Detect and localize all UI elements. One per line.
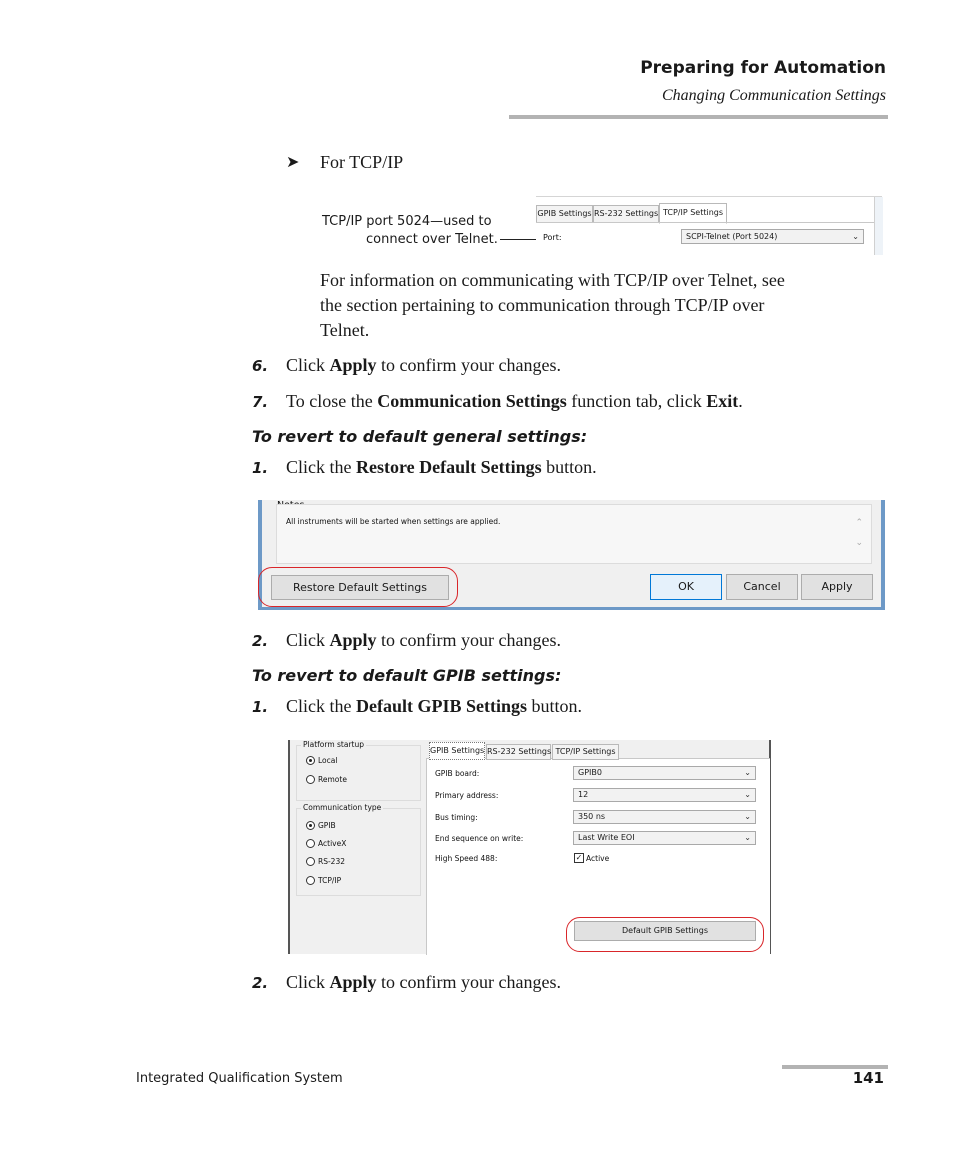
chevron-down-icon: ⌄ [852, 232, 859, 241]
radio-local-label: Local [318, 756, 338, 765]
tcp-panel [536, 196, 882, 255]
port-label: Port: [543, 233, 562, 242]
notes-box [276, 504, 872, 564]
bus-timing-value: 350 ns [578, 812, 606, 821]
info-line-2: the section pertaining to communication through TCP/IP over [320, 295, 765, 315]
communication-type-group [296, 808, 421, 896]
gpib-board-dropdown[interactable] [573, 766, 756, 780]
default-gpib-settings-button[interactable]: Default GPIB Settings [574, 921, 756, 941]
scroll-up-icon[interactable]: ⌃ [855, 517, 863, 527]
tab-gpib-settings[interactable]: GPIB Settings [429, 742, 485, 760]
tab-rs232-settings[interactable]: RS-232 Settings [593, 205, 659, 223]
radio-remote-label: Remote [318, 775, 347, 784]
header-rule [509, 115, 888, 119]
radio-activex-label: ActiveX [318, 839, 347, 848]
field-label-primary-address: Primary address: [435, 791, 499, 800]
primary-address-dropdown[interactable] [573, 788, 756, 802]
general-settings-figure [258, 500, 885, 610]
ok-button[interactable]: OK [650, 574, 722, 600]
field-label-bus-timing: Bus timing: [435, 813, 478, 822]
primary-address-value: 12 [578, 790, 589, 799]
general-step-2-number: 2. [252, 632, 269, 650]
radio-rs232-label: RS-232 [318, 857, 345, 866]
high-speed-checkbox[interactable]: ✓ [575, 853, 583, 862]
bullet-text: For TCP/IP [320, 152, 404, 172]
bus-timing-dropdown[interactable] [573, 810, 756, 824]
info-paragraph [320, 268, 785, 343]
cancel-button[interactable]: Cancel [726, 574, 798, 600]
tab-tcpip-settings[interactable]: TCP/IP Settings [552, 744, 619, 760]
radio-activex[interactable] [306, 839, 315, 848]
field-label-end-sequence: End sequence on write: [435, 834, 524, 843]
tab-strip-border [536, 222, 874, 223]
gpib-step-2-text: Click Apply to confirm your changes. [286, 972, 561, 992]
restore-default-settings-button[interactable]: Restore Default Settings [271, 575, 449, 600]
info-line-1: For information on communicating with TCP/IP over Telnet, see [320, 270, 785, 290]
chevron-down-icon: ⌄ [744, 812, 751, 821]
footer-title: Integrated Qualification System [136, 1071, 343, 1086]
step-6-text: Click Apply to confirm your changes. [286, 355, 561, 375]
step-6-number: 6. [252, 357, 269, 375]
highlight-circle [258, 567, 458, 607]
tab-rs232-settings[interactable]: RS-232 Settings [486, 744, 551, 760]
callout-line-2: connect over Telnet. [366, 232, 498, 247]
high-speed-check-label: Active [586, 854, 610, 863]
gpib-step-1-text: Click the Default GPIB Settings button. [286, 696, 583, 716]
running-header-title: Preparing for Automation [640, 58, 886, 78]
tab-gpib-settings[interactable]: GPIB Settings [536, 205, 593, 223]
chevron-down-icon: ⌄ [744, 790, 751, 799]
step-7-number: 7. [252, 393, 269, 411]
radio-tcpip-label: TCP/IP [318, 876, 342, 885]
scroll-down-icon[interactable]: ⌄ [855, 537, 863, 547]
page-number: 141 [852, 1069, 884, 1087]
gpib-step-1-number: 1. [252, 698, 269, 716]
field-label-gpib-board: GPIB board: [435, 769, 480, 778]
platform-startup-label: Platform startup [303, 740, 364, 749]
apply-button[interactable]: Apply [801, 574, 873, 600]
radio-gpib[interactable] [306, 821, 315, 830]
gpib-board-value: GPIB0 [578, 768, 602, 777]
general-step-1-text: Click the Restore Default Settings button. [286, 457, 597, 477]
running-header-subtitle: Changing Communication Settings [662, 87, 886, 104]
communication-type-label: Communication type [303, 803, 382, 812]
port-dropdown-value: SCPI-Telnet (Port 5024) [686, 232, 778, 241]
general-step-1-number: 1. [252, 459, 269, 477]
general-step-2-text: Click Apply to confirm your changes. [286, 630, 561, 650]
tcp-settings-figure [322, 196, 882, 254]
tab-tcpip-settings[interactable]: TCP/IP Settings [659, 203, 727, 224]
panel-edge [874, 197, 883, 255]
info-line-3: Telnet. [320, 320, 370, 340]
radio-local[interactable] [306, 756, 315, 765]
chevron-down-icon: ⌄ [744, 833, 751, 842]
radio-tcpip[interactable] [306, 876, 315, 885]
radio-remote[interactable] [306, 775, 315, 784]
highlight-circle [566, 917, 764, 952]
field-label-high-speed: High Speed 488: [435, 854, 498, 863]
gpib-settings-figure [288, 740, 771, 954]
end-sequence-dropdown[interactable] [573, 831, 756, 845]
notes-text: All instruments will be started when settings are applied. [286, 517, 501, 526]
end-sequence-value: Last Write EOI [578, 833, 635, 842]
chevron-down-icon: ⌄ [744, 768, 751, 777]
bullet-arrow-icon: ➤ [286, 154, 300, 171]
port-dropdown[interactable] [681, 229, 864, 244]
section-heading-gpib: To revert to default GPIB settings: [252, 666, 562, 685]
callout-line-1: TCP/IP port 5024—used to [322, 214, 492, 229]
gpib-step-2-number: 2. [252, 974, 269, 992]
platform-startup-group [296, 745, 421, 801]
section-heading-general: To revert to default general settings: [252, 427, 588, 446]
radio-rs232[interactable] [306, 857, 315, 866]
step-7-text: To close the Communication Settings function tab, click Exit. [286, 391, 743, 411]
radio-gpib-label: GPIB [318, 821, 336, 830]
